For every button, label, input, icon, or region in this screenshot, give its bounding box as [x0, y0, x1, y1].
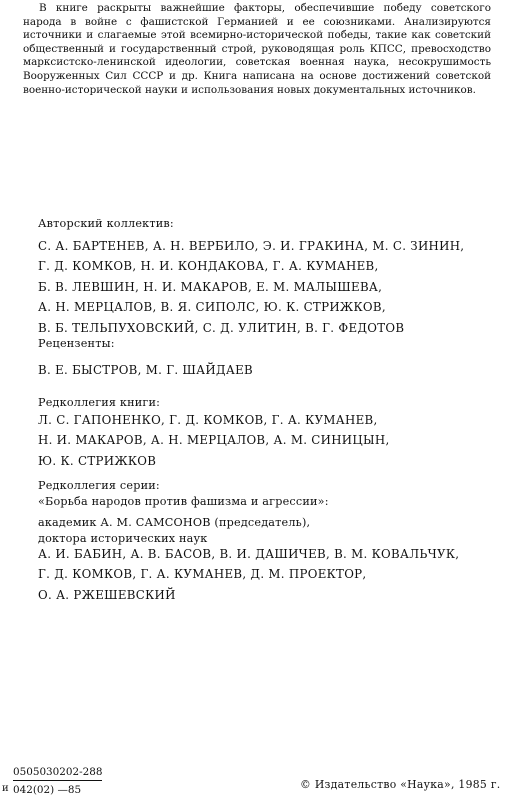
authors-line: Г. Д. КОМКОВ, Н. И. КОНДАКОВА, Г. А. КУМАНЕВ,	[38, 259, 379, 274]
authors-line: С. А. БАРТЕНЕВ, А. Н. ВЕРБИЛО, Э. И. ГРАКИНА, М. С. ЗИНИН,	[38, 239, 465, 253]
book-board-line: Л. С. ГАПОНЕНКО, Г. Д. КОМКОВ, Г. А. КУМАНЕВ,	[38, 413, 378, 427]
book-annotation: В книге раскрыты важнейшие факторы, обеспечившие победу советского народа в войне с фашистской Германией и ее союзниками. Анализируются источники и слагаемые этой всемирно-исторической победы, такие как советский общественный и государственный строй, руководящая роль КПСС, превосходство марксистско-ленинской идеологии, советская военная наука, несокрушимость Вооруженных Сил СССР и др. Книга написана на основе достижений советской военно-исторической науки и использования новых документальных источников.	[23, 2, 491, 96]
book-board-label: Редколлегия книги:	[38, 396, 161, 409]
series-board-line: Г. Д. КОМКОВ, Г. А. КУМАНЕВ, Д. М. ПРОЕКТОР,	[38, 567, 367, 582]
series-subtitle: доктора исторических наук	[38, 532, 208, 545]
authors-line: А. Н. МЕРЦАЛОВ, В. Я. СИПОЛС, Ю. К. СТРИЖКОВ,	[38, 300, 386, 315]
reviewers-label: Рецензенты:	[38, 337, 115, 350]
reviewers-line: В. Е. БЫСТРОВ, М. Г. ШАЙДАЕВ	[38, 363, 254, 377]
series-board-line: О. А. РЖЕШЕВСКИЙ	[38, 587, 176, 602]
authors-line: В. Б. ТЕЛЬПУХОВСКИЙ, С. Д. УЛИТИН, В. Г. ФЕДОТОВ	[38, 320, 405, 335]
series-chair: академик А. М. САМСОНОВ (председатель),	[38, 516, 311, 529]
copyright-notice: © Издательство «Наука», 1985 г.	[300, 778, 501, 791]
series-board-label: Редколлегия серии:	[38, 479, 160, 492]
reviewers-list	[38, 360, 253, 380]
series-board-list	[38, 544, 459, 605]
publication-code	[2, 766, 103, 797]
series-board-line: А. И. БАБИН, А. В. БАСОВ, В. И. ДАШИЧЕВ, В. М. КОВАЛЬЧУК,	[38, 547, 460, 561]
code-denominator: 042(02) —85	[13, 784, 82, 796]
authors-list	[38, 236, 464, 338]
authors-label: Авторский коллектив:	[38, 217, 174, 230]
series-board-header	[38, 478, 329, 510]
book-board-line: Ю. К. СТРИЖКОВ	[38, 453, 157, 468]
book-board-line: Н. И. МАКАРОВ, А. Н. МЕРЦАЛОВ, А. М. СИНИЦЫН,	[38, 433, 390, 448]
authors-line: Б. В. ЛЕВШИН, Н. И. МАКАРОВ, Е. М. МАЛЫШЕВА,	[38, 279, 383, 294]
series-board-body	[38, 515, 310, 547]
book-board-list	[38, 410, 390, 471]
code-letter: и	[2, 783, 9, 794]
series-title: «Борьба народов против фашизма и агрессии»:	[38, 495, 329, 508]
code-numerator: 0505030202-288	[13, 766, 102, 781]
